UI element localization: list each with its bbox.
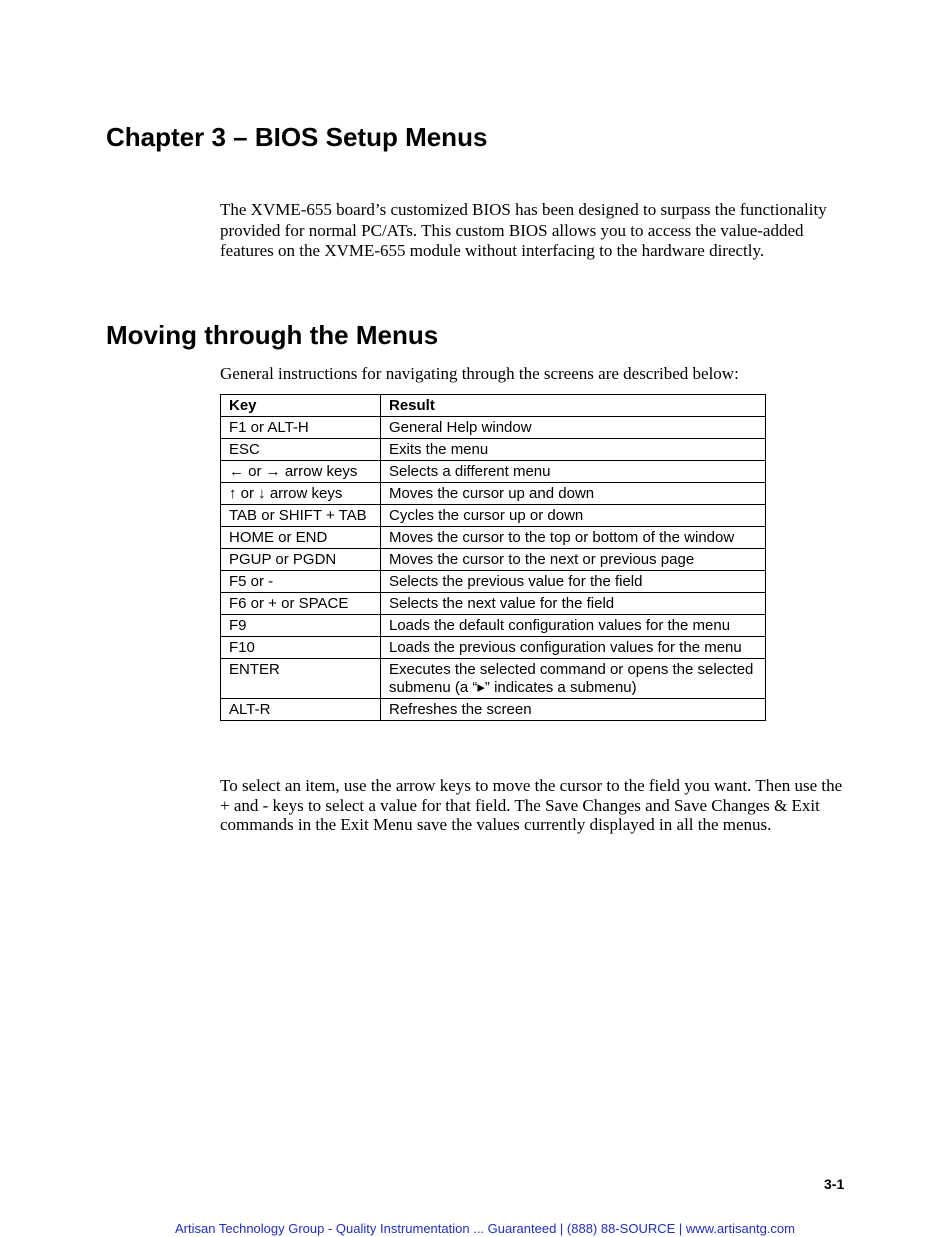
table-row: [221, 461, 766, 483]
key-cell: ↑ or ↓ arrow keys: [221, 483, 381, 505]
result-cell: Moves the cursor to the next or previous page: [381, 549, 766, 571]
chapter-title: Chapter 3 – BIOS Setup Menus: [106, 122, 488, 152]
header-key: Key: [221, 395, 381, 417]
page-number: 3-1: [824, 1176, 845, 1192]
table-row: [221, 549, 766, 571]
section-title: Moving through the Menus: [106, 320, 439, 350]
result-cell: Cycles the cursor up or down: [381, 505, 766, 527]
table-row: [221, 637, 766, 659]
table-row: [221, 659, 766, 699]
key-cell: F10: [221, 637, 381, 659]
table-row: [221, 417, 766, 439]
result-cell: Moves the cursor to the top or bottom of the window: [381, 527, 766, 549]
result-cell: General Help window: [381, 417, 766, 439]
result-cell: Moves the cursor up and down: [381, 483, 766, 505]
result-cell: Selects the previous value for the field: [381, 571, 766, 593]
key-cell: ENTER: [221, 659, 381, 699]
table-row: [221, 593, 766, 615]
key-cell: HOME or END: [221, 527, 381, 549]
table-row: [221, 505, 766, 527]
result-cell: Loads the previous configuration values for the menu: [381, 637, 766, 659]
key-table: [220, 394, 766, 721]
key-cell: F1 or ALT-H: [221, 417, 381, 439]
result-cell: Exits the menu: [381, 439, 766, 461]
result-cell: Selects a different menu: [381, 461, 766, 483]
key-cell: ESC: [221, 439, 381, 461]
table-header-row: [221, 395, 766, 417]
table-row: [221, 615, 766, 637]
header-result: Result: [381, 395, 766, 417]
key-cell: ALT-R: [221, 699, 381, 721]
table-row: [221, 483, 766, 505]
outro-paragraph: To select an item, use the arrow keys to move the cursor to the field you want. Then use the + and - keys to select a value for that field. The Save Changes and Save Changes & Exit commands in the Exit Menu save the values currently displayed in all the menus.: [220, 776, 843, 834]
footer-link[interactable]: Artisan Technology Group - Quality Instrumentation ... Guaranteed | (888) 88-SOURCE | www.artisantg.com: [175, 1221, 795, 1236]
intro-paragraph: The XVME-655 board’s customized BIOS has been designed to surpass the functionality provided for normal PC/ATs. This custom BIOS allows you to access the value-added features on the XVME-655 module without interfacing to the hardware directly.: [220, 200, 827, 260]
result-cell: Loads the default configuration values for the menu: [381, 615, 766, 637]
result-cell: Selects the next value for the field: [381, 593, 766, 615]
result-cell: Executes the selected command or opens the selected submenu (a “▸” indicates a submenu): [381, 659, 766, 699]
key-cell: F6 or + or SPACE: [221, 593, 381, 615]
key-cell: PGUP or PGDN: [221, 549, 381, 571]
table-row: [221, 571, 766, 593]
key-cell: F9: [221, 615, 381, 637]
lead-paragraph: General instructions for navigating through the screens are described below:: [220, 364, 739, 383]
table-row: [221, 439, 766, 461]
table-row: [221, 527, 766, 549]
key-cell: ← or → arrow keys: [221, 461, 381, 483]
table-row: [221, 699, 766, 721]
key-cell: TAB or SHIFT + TAB: [221, 505, 381, 527]
key-cell: F5 or -: [221, 571, 381, 593]
result-cell: Refreshes the screen: [381, 699, 766, 721]
